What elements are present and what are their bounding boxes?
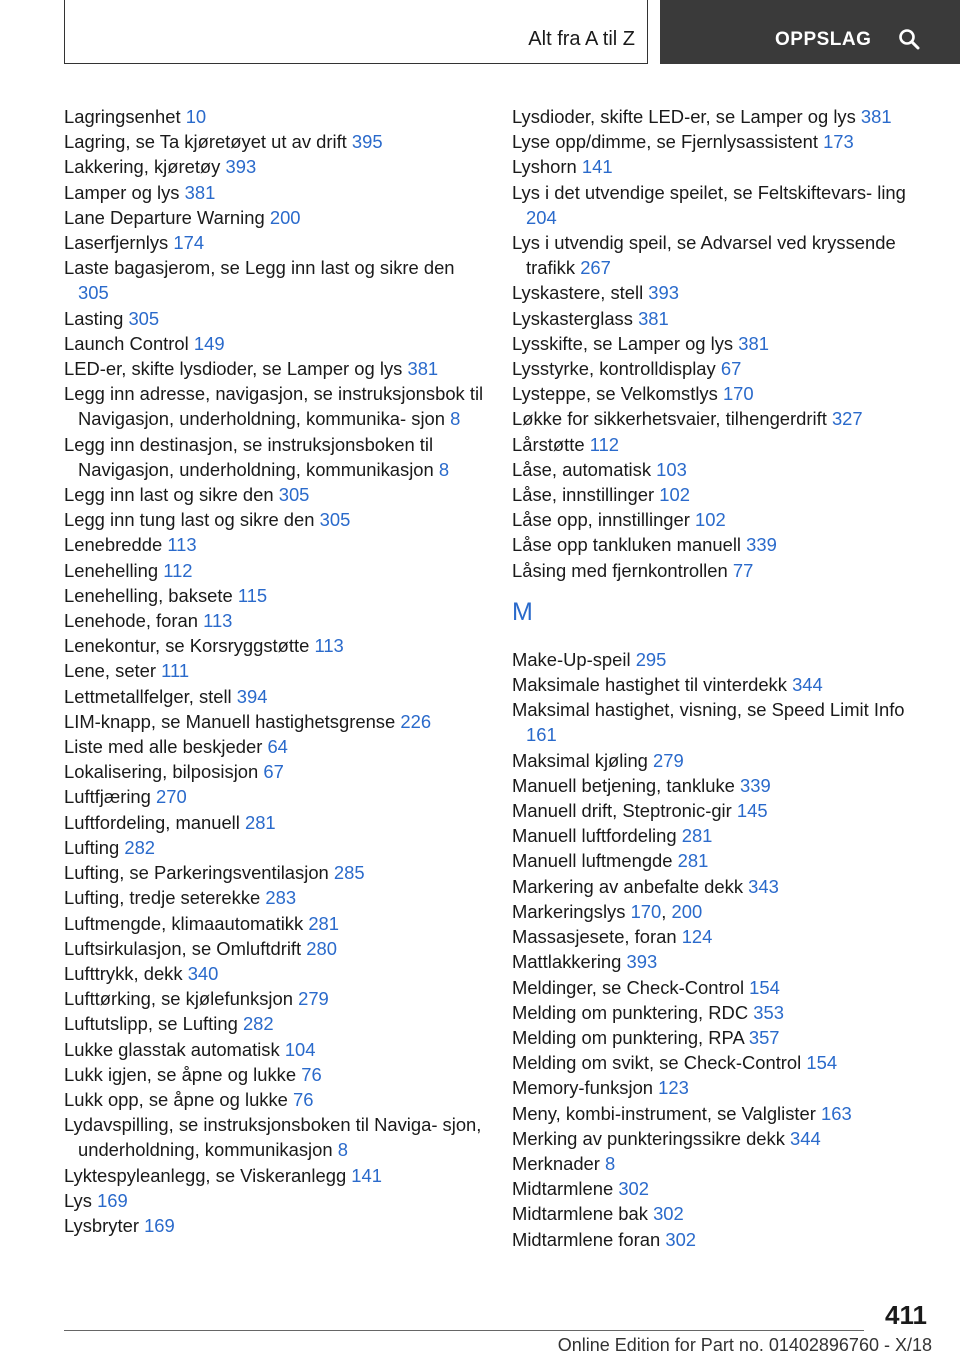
page-reference-link[interactable]: 302 xyxy=(653,1203,684,1225)
index-entry-label: Lettmetallfelger, stell xyxy=(64,685,232,707)
page-reference-link[interactable]: 200 xyxy=(671,900,703,922)
index-entry-label: Merknader xyxy=(512,1152,600,1174)
index-entry-label: Maksimale hastighet til vinterdekk xyxy=(512,674,787,696)
page-reference-link[interactable]: 161 xyxy=(526,724,557,746)
page-reference-link[interactable]: 8 xyxy=(605,1152,616,1174)
index-entry xyxy=(512,798,932,823)
index-entry xyxy=(64,306,484,331)
index-entry-label: Manuell drift, Steptronic-gir xyxy=(512,800,732,822)
page-reference-link[interactable]: 113 xyxy=(314,635,344,657)
index-entry-label: LIM-knapp, se Manuell hastighetsgrense xyxy=(64,710,396,732)
index-entry xyxy=(64,633,484,658)
page-reference-link[interactable]: 393 xyxy=(648,282,679,304)
index-entry xyxy=(512,848,932,873)
index-entry-label: Lysdioder, skifte LED-er, se Lamper og lys xyxy=(512,106,856,127)
index-entry xyxy=(64,532,484,557)
page-reference-link[interactable]: 204 xyxy=(526,206,557,228)
index-entry-label: Memory-funksjon xyxy=(512,1077,654,1099)
index-entry-label: Lenebredde xyxy=(64,534,163,556)
index-entry-label: Lenehode, foran xyxy=(64,610,198,632)
index-entry xyxy=(512,1151,932,1176)
index-entry-label: Låse, automatisk xyxy=(512,458,652,480)
page-reference-link[interactable]: 174 xyxy=(173,232,205,254)
page-reference-link[interactable]: 141 xyxy=(351,1164,382,1186)
index-entry-label: Melding om svikt, se Check-Control xyxy=(512,1052,802,1074)
page-reference-link[interactable]: 344 xyxy=(792,674,823,696)
index-entry-label: Lukk opp, se åpne og lukke xyxy=(64,1088,288,1110)
index-entry xyxy=(64,1087,484,1112)
footer-edition-text: Online Edition for Part no. 01402896760 - X/18 xyxy=(557,1335,932,1355)
page-reference-link[interactable]: 64 xyxy=(267,736,288,758)
index-entry-label: Lyktespyleanlegg, se Viskeranlegg xyxy=(64,1164,347,1186)
index-entry-label: Lys i utvendig speil, se Advarsel ved kryssende trafikk xyxy=(512,232,896,279)
index-entry xyxy=(64,608,484,633)
index-entry xyxy=(512,1101,932,1126)
page-reference-link[interactable]: 102 xyxy=(695,509,726,531)
index-entry xyxy=(64,1037,484,1062)
index-entry xyxy=(512,331,932,356)
page-reference-link[interactable]: 305 xyxy=(128,307,160,329)
index-entry-label: Lufttrykk, dekk xyxy=(64,962,183,984)
index-entry-label: Manuell luftfordeling xyxy=(512,825,677,847)
index-entry xyxy=(512,406,932,431)
page-reference-link[interactable]: 67 xyxy=(720,358,742,380)
page-reference-link[interactable]: 339 xyxy=(740,774,771,796)
index-entry-label: Manuell luftmengde xyxy=(512,850,673,872)
page-reference-link[interactable]: 343 xyxy=(748,875,779,897)
index-entry-label: Lyshorn xyxy=(512,156,577,178)
index-entry xyxy=(512,1025,932,1050)
page-reference-link[interactable]: 170 xyxy=(630,900,662,922)
header-tab-label: Alt fra A til Z xyxy=(528,28,635,50)
index-entry-label: Lysskifte, se Lamper og lys xyxy=(512,332,734,354)
index-entry xyxy=(64,684,484,709)
index-entry-label: Låse opp, innstillinger xyxy=(512,509,690,531)
page-reference-link[interactable]: 169 xyxy=(97,1189,128,1211)
index-column-left xyxy=(64,104,484,1238)
index-entry xyxy=(64,104,484,129)
page-reference-link[interactable]: 381 xyxy=(407,358,439,380)
index-entry-label: Lukke glasstak automatisk xyxy=(64,1038,280,1060)
page-reference-link[interactable]: 393 xyxy=(225,156,257,178)
index-entry xyxy=(512,1000,932,1025)
page-reference-link[interactable]: 305 xyxy=(319,509,351,531)
index-entry xyxy=(512,482,932,507)
index-group-l xyxy=(512,104,932,583)
page-reference-link[interactable]: 10 xyxy=(185,106,207,127)
index-entry-label: Lasting xyxy=(64,307,124,329)
footer-divider xyxy=(64,1330,864,1331)
index-entry-label: Luftfordeling, manuell xyxy=(64,811,240,833)
index-group-m xyxy=(512,647,932,1252)
index-entry xyxy=(512,1050,932,1075)
index-entry xyxy=(512,432,932,457)
index-entry xyxy=(512,280,932,305)
index-entry xyxy=(512,975,932,1000)
index-entry xyxy=(512,1126,932,1151)
page-reference-link[interactable]: 283 xyxy=(265,887,297,909)
index-entry-label: Mattlakkering xyxy=(512,951,622,973)
page-number: 411 xyxy=(885,1300,927,1330)
index-entry xyxy=(512,457,932,482)
index-entry xyxy=(64,911,484,936)
page-reference-link[interactable]: 339 xyxy=(746,534,777,556)
index-entry xyxy=(64,381,484,431)
page-reference-link[interactable]: 154 xyxy=(806,1052,838,1074)
index-entry xyxy=(512,507,932,532)
index-entry-label: Luftfjæring xyxy=(64,786,151,808)
page-reference-link[interactable]: 8 xyxy=(438,458,450,480)
header-section-label: OPPSLAG xyxy=(775,29,872,50)
index-entry xyxy=(64,180,484,205)
index-entry xyxy=(64,507,484,532)
page-reference-link[interactable]: 282 xyxy=(124,836,156,858)
index-entry xyxy=(512,180,932,230)
index-entry xyxy=(64,835,484,860)
page-reference-link[interactable]: 395 xyxy=(351,131,383,153)
page-reference-link[interactable]: 281 xyxy=(681,825,713,847)
index-entry xyxy=(64,759,484,784)
index-entry-label: Løkke for sikkerhetsvaier, tilhengerdrift xyxy=(512,408,827,430)
index-entry xyxy=(64,432,484,482)
index-entry xyxy=(512,1075,932,1100)
index-entry-label: Lamper og lys xyxy=(64,181,180,203)
index-entry-label: Lufting xyxy=(64,836,120,858)
index-entry xyxy=(512,647,932,672)
index-entry xyxy=(512,748,932,773)
page-reference-link[interactable]: 281 xyxy=(244,811,276,833)
index-entry-label: Lene, seter xyxy=(64,660,157,682)
index-entry-label: Luftsirkulasjon, se Omluftdrift xyxy=(64,937,302,959)
index-entry-label: Lokalisering, bilposisjon xyxy=(64,761,259,783)
page-reference-link[interactable]: 327 xyxy=(831,408,863,430)
index-entry xyxy=(512,230,932,280)
index-entry-label: Markeringslys xyxy=(512,900,626,922)
page-reference-link[interactable]: 123 xyxy=(658,1077,689,1099)
index-entry-label: Manuell betjening, tankluke xyxy=(512,774,735,796)
index-entry-label: Lukk igjen, se åpne og lukke xyxy=(64,1063,297,1085)
page-reference-link[interactable]: 340 xyxy=(187,962,219,984)
index-column-right xyxy=(512,104,932,1252)
index-entry xyxy=(64,986,484,1011)
index-entry-label: Lufttørking, se kjølefunksjon xyxy=(64,988,293,1010)
index-entry xyxy=(64,1011,484,1036)
page-reference-link[interactable]: 357 xyxy=(748,1026,780,1048)
page-reference-link[interactable]: 76 xyxy=(301,1063,322,1085)
index-entry xyxy=(512,356,932,381)
index-entry xyxy=(64,230,484,255)
page-reference-link[interactable]: 67 xyxy=(263,761,284,783)
page-reference-link[interactable]: 302 xyxy=(665,1228,697,1250)
page-reference-link[interactable]: 305 xyxy=(78,282,109,304)
index-entry: Markeringslys 170, 200 xyxy=(512,900,703,922)
index-entry-label: Lagring, se Ta kjøretøyet ut av drift xyxy=(64,131,347,153)
index-entry xyxy=(64,1112,484,1162)
index-entry xyxy=(64,255,484,305)
index-entry-label: Luftmengde, klimaautomatikk xyxy=(64,912,304,934)
index-entry xyxy=(64,1188,484,1213)
index-entry xyxy=(512,697,932,747)
page-reference-link[interactable]: 282 xyxy=(242,1013,274,1035)
index-entry xyxy=(64,885,484,910)
page-reference-link[interactable]: 76 xyxy=(293,1088,314,1110)
index-entry-label: Lenekontur, se Korsryggstøtte xyxy=(64,635,310,657)
page-reference-link[interactable]: 281 xyxy=(677,850,709,872)
index-entry-label: Meldinger, se Check-Control xyxy=(512,976,745,998)
index-entry-label: Lårstøtte xyxy=(512,433,585,455)
page-reference-link[interactable]: 285 xyxy=(333,862,365,884)
page-reference-link[interactable]: 169 xyxy=(144,1214,175,1236)
index-entry xyxy=(64,1213,484,1238)
index-entry xyxy=(512,104,932,129)
index-entry-label: Laserfjernlys xyxy=(64,232,169,254)
index-entry xyxy=(512,381,932,406)
index-entry-label: Legg inn destinasjon, se instruksjonsboken til Navigasjon, underholdning, kommunikasjon xyxy=(64,433,434,480)
page-reference-link[interactable]: 381 xyxy=(860,106,892,127)
index-entry xyxy=(64,860,484,885)
page-reference-link[interactable]: 381 xyxy=(184,181,216,203)
page-reference-link[interactable]: 394 xyxy=(236,685,268,707)
index-entry xyxy=(64,1163,484,1188)
index-entry-label: Melding om punktering, RPA xyxy=(512,1026,744,1048)
page-reference-link[interactable]: 280 xyxy=(306,937,337,959)
index-entry-label: Låsing med fjernkontrollen xyxy=(512,559,728,581)
index-entry-label: LED-er, skifte lysdioder, se Lamper og lys xyxy=(64,358,403,380)
index-entry xyxy=(64,1062,484,1087)
page-reference-link[interactable]: 281 xyxy=(308,912,340,934)
index-entry xyxy=(512,1176,932,1201)
index-entry-label: Midtarmlene bak xyxy=(512,1203,648,1225)
page-reference-link[interactable]: 115 xyxy=(237,584,268,606)
index-entry xyxy=(64,961,484,986)
index-entry-label: Merking av punkteringssikre dekk xyxy=(512,1127,785,1149)
page-reference-link[interactable]: 113 xyxy=(167,534,197,556)
page-reference-link[interactable]: 124 xyxy=(681,926,713,948)
index-entry-label: Legg inn last og sikre den xyxy=(64,484,274,506)
page-reference-link[interactable]: 381 xyxy=(638,307,669,329)
header-section-button[interactable] xyxy=(660,0,960,64)
index-entry xyxy=(512,532,932,557)
index-entry xyxy=(64,205,484,230)
page-reference-link[interactable]: 279 xyxy=(298,988,329,1010)
page-reference-link[interactable]: 170 xyxy=(722,383,754,405)
page-reference-link[interactable]: 267 xyxy=(580,257,611,279)
search-icon[interactable] xyxy=(898,28,920,50)
index-entry-label: Maksimal hastighet, visning, se Speed Limit Info xyxy=(512,699,905,721)
index-entry xyxy=(512,306,932,331)
index-entry-label: Lysteppe, se Velkomstlys xyxy=(512,383,718,405)
index-entry-label: Meny, kombi-instrument, se Valglister xyxy=(512,1102,816,1124)
page-reference-link[interactable]: 305 xyxy=(278,484,310,506)
index-entry xyxy=(512,1227,932,1252)
index-entry-label: Lys i det utvendige speilet, se Feltskiftevars‐ ling xyxy=(512,181,906,203)
page-reference-link[interactable]: 302 xyxy=(618,1178,649,1200)
index-entry-label: Lufting, tredje seterekke xyxy=(64,887,261,909)
index-entry-label: Lenehelling, baksete xyxy=(64,584,233,606)
page-reference-link[interactable]: 173 xyxy=(823,131,854,153)
page-reference-link[interactable]: 103 xyxy=(656,458,687,480)
index-entry-label: Launch Control xyxy=(64,332,189,354)
index-entry-label: Maksimal kjøling xyxy=(512,749,648,771)
page-reference-link[interactable]: 8 xyxy=(337,1139,348,1161)
page-reference-link[interactable]: 104 xyxy=(284,1038,316,1060)
page-reference-link[interactable]: 353 xyxy=(753,1001,784,1023)
index-entry-label: Lys xyxy=(64,1189,92,1211)
index-entry-label: Lydavspilling, se instruksjonsboken til Naviga‐ sjon, underholdning, kommunikasjon xyxy=(64,1114,482,1161)
index-entry-label: Massasjesete, foran xyxy=(512,926,677,948)
index-entry-label: Lagringsenhet xyxy=(64,106,181,127)
page-reference-link[interactable]: 381 xyxy=(738,332,769,354)
index-entry xyxy=(512,823,932,848)
page-reference-link[interactable]: 113 xyxy=(203,610,233,632)
index-entry-label: Låse, innstillinger xyxy=(512,484,655,506)
index-entry-label: Lakkering, kjøretøy xyxy=(64,156,221,178)
index-entry xyxy=(64,784,484,809)
page-reference-link[interactable]: 295 xyxy=(635,648,667,670)
page-reference-link[interactable]: 163 xyxy=(821,1102,852,1124)
index-entry-label: Lane Departure Warning xyxy=(64,206,265,228)
header-tab[interactable] xyxy=(64,0,648,64)
index-entry xyxy=(64,936,484,961)
index-entry xyxy=(512,1201,932,1226)
page-reference-link[interactable]: 154 xyxy=(749,976,780,998)
index-entry xyxy=(64,154,484,179)
page-reference-link[interactable]: 141 xyxy=(581,156,613,178)
page-reference-link[interactable]: 279 xyxy=(653,749,684,771)
index-entry-label: Legg inn adresse, navigasjon, se instruksjonsbok til Navigasjon, underholdning, kommunika‐ sjon xyxy=(64,383,484,430)
index-entry-label: Liste med alle beskjeder xyxy=(64,736,263,758)
index-entry-label: Midtarmlene xyxy=(512,1178,614,1200)
index-entry-label: Laste bagasjerom, se Legg inn last og sikre den xyxy=(64,257,455,279)
page-reference-link[interactable]: 149 xyxy=(193,332,225,354)
page-reference-link[interactable]: 8 xyxy=(450,408,461,430)
index-entry-label: Lysstyrke, kontrolldisplay xyxy=(512,358,716,380)
page-reference-link[interactable]: 393 xyxy=(626,951,658,973)
index-entry-label: Lyskasterglass xyxy=(512,307,633,329)
index-entry xyxy=(512,874,932,899)
page-reference-link[interactable]: 102 xyxy=(659,484,690,506)
index-entry xyxy=(64,482,484,507)
section-letter: M xyxy=(512,597,533,626)
index-entry xyxy=(512,773,932,798)
index-entry-label: Lyskastere, stell xyxy=(512,282,644,304)
index-entry xyxy=(64,129,484,154)
index-entry xyxy=(64,356,484,381)
index-entry xyxy=(512,558,932,583)
index-entry-label: Lufting, se Parkeringsventilasjon xyxy=(64,862,329,884)
index-entry-label: Låse opp tankluken manuell xyxy=(512,534,742,556)
page-reference-link[interactable]: 112 xyxy=(589,433,620,455)
page-reference-link[interactable]: 111 xyxy=(161,660,190,682)
page-reference-link[interactable]: 112 xyxy=(163,559,193,581)
index-entry xyxy=(64,658,484,683)
index-entry-label: Legg inn tung last og sikre den xyxy=(64,509,315,531)
index-entry-label: Luftutslipp, se Lufting xyxy=(64,1013,238,1035)
index-entry xyxy=(512,672,932,697)
index-entry-label: Melding om punktering, RDC xyxy=(512,1001,749,1023)
index-entry-label: Markering av anbefalte dekk xyxy=(512,875,744,897)
page-reference-link[interactable]: 226 xyxy=(400,710,432,732)
index-entry xyxy=(64,810,484,835)
index-entry xyxy=(512,129,932,154)
index-entry-label: Lyse opp/dimme, se Fjernlysassistent xyxy=(512,131,818,153)
index-entry xyxy=(512,924,932,949)
page-reference-link[interactable]: 200 xyxy=(269,206,301,228)
index-entry-label: Lysbryter xyxy=(64,1214,139,1236)
index-entry xyxy=(64,734,484,759)
index-entry xyxy=(512,949,932,974)
page-reference-link[interactable]: 77 xyxy=(732,559,754,581)
index-entry xyxy=(512,154,932,179)
page-reference-link[interactable]: 145 xyxy=(736,800,768,822)
index-entry xyxy=(64,331,484,356)
index-entry xyxy=(64,583,484,608)
page-reference-link[interactable]: 344 xyxy=(790,1127,821,1149)
index-entry xyxy=(64,709,484,734)
index-entry xyxy=(64,558,484,583)
page-reference-link[interactable]: 270 xyxy=(156,786,187,808)
index-entry-label: Midtarmlene foran xyxy=(512,1228,661,1250)
index-entry-label: Lenehelling xyxy=(64,559,159,581)
index-entry-label: Make-Up-speil xyxy=(512,648,631,670)
